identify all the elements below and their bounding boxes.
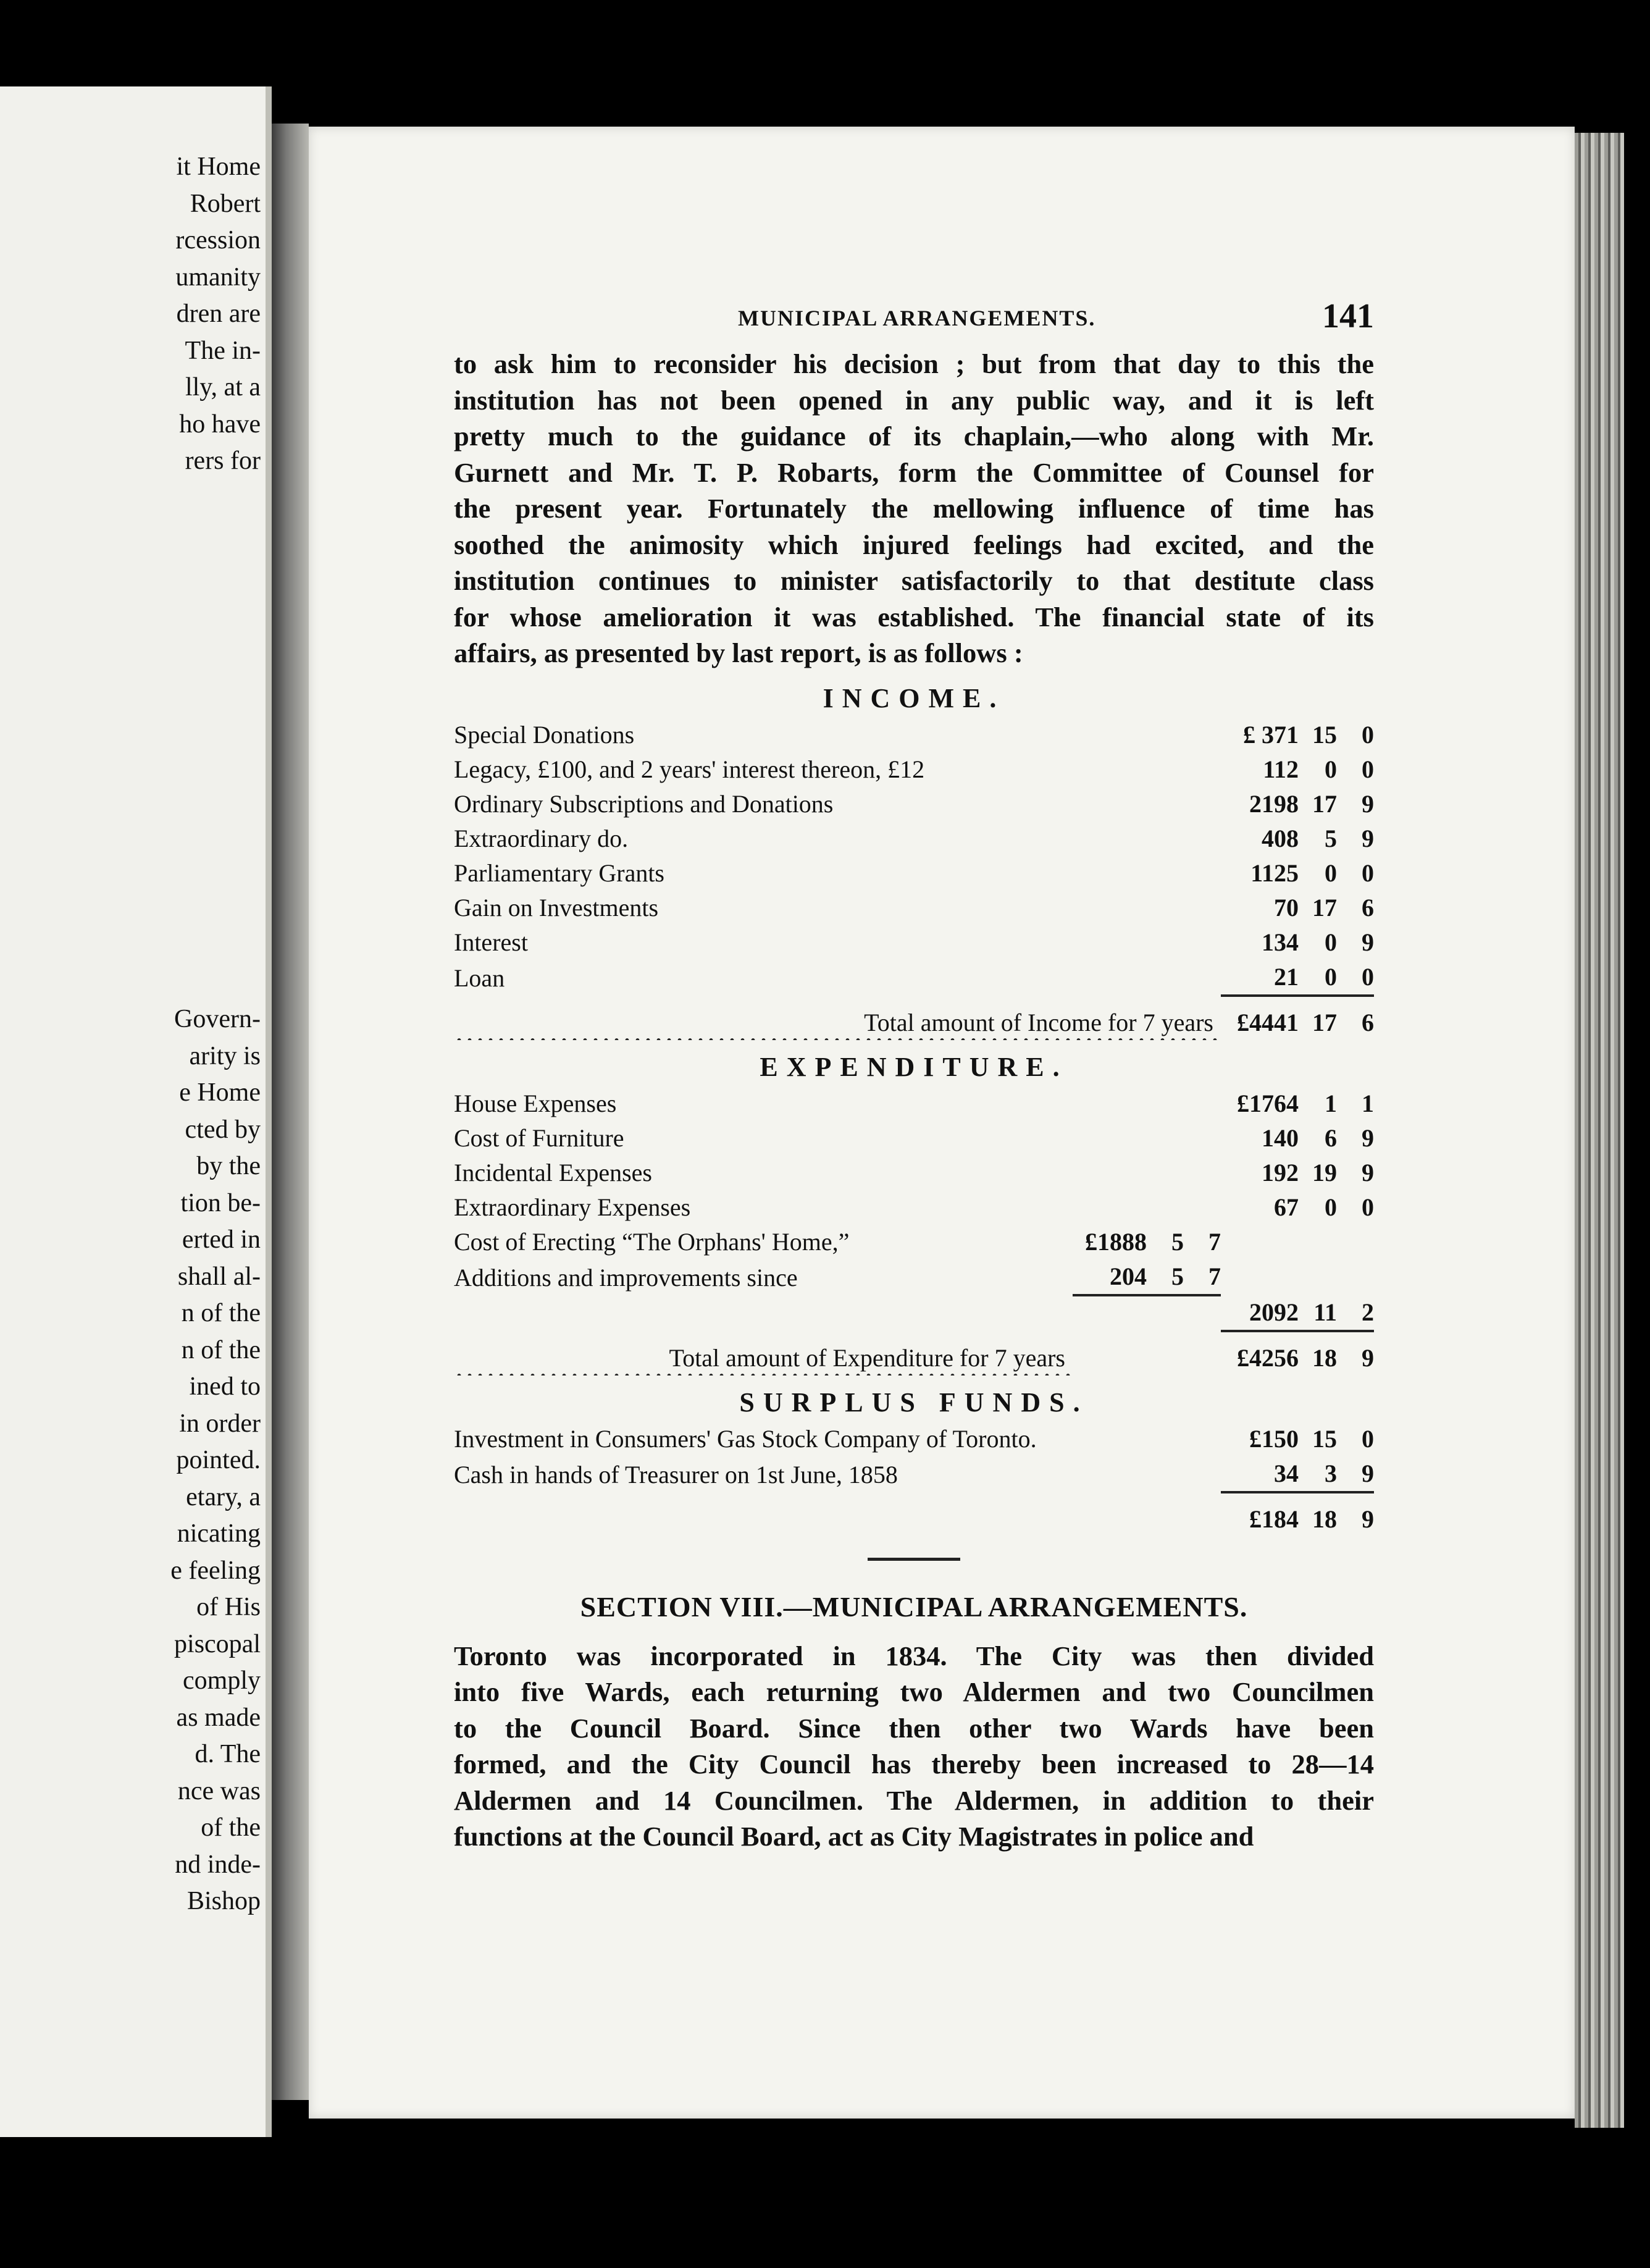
row-label-cell: [454, 718, 1221, 752]
row-label-cell: [454, 1331, 1073, 1376]
empty-cell: [1299, 1225, 1337, 1259]
empty-cell: [454, 1295, 1073, 1331]
amount-pence: 0: [1362, 962, 1374, 991]
row-label-cell: [454, 1121, 1073, 1156]
amount-pence: 0: [1362, 859, 1374, 887]
amount-shillings: 0: [1325, 962, 1337, 991]
amount-pence: 2: [1362, 1298, 1374, 1326]
empty-cell: [1073, 1156, 1147, 1190]
text-line: to ask him to reconsider his decision ; but from that day to this the: [454, 348, 1374, 379]
row-label: Cost of Furniture: [454, 1124, 628, 1152]
facing-page-line: Robert: [190, 189, 261, 218]
row-label: Additions and improvements since: [454, 1264, 802, 1292]
text-line: into five Wards, each returning two Aldermen and two Councilmen: [454, 1676, 1374, 1707]
text-line: institution continues to minister satisfactorily to that destitute class: [454, 565, 1374, 596]
text-line: functions at the Council Board, act as City Magistrates in police and: [454, 1821, 1254, 1852]
amount-shillings: 17: [1299, 996, 1337, 1040]
text-line: the present year. Fortunately the mellowing influence of time has: [454, 493, 1374, 524]
row-label: Total amount of Expenditure for 7 years: [669, 1343, 1065, 1372]
row-label: Extraordinary do.: [454, 825, 632, 852]
facing-page-line: dren are: [176, 300, 261, 328]
text-line: affairs, as presented by last report, is as follows :: [454, 637, 1023, 668]
section-paragraph: [454, 1638, 1374, 1855]
empty-cell: [1073, 1331, 1147, 1376]
text-line: Gurnett and Mr. T. P. Robarts, form the Committee of Counsel for: [454, 456, 1374, 488]
amount-pounds: 134: [1262, 928, 1299, 956]
amount-pence: 7: [1208, 1262, 1221, 1290]
empty-cell: [1073, 1086, 1147, 1121]
empty-cell: [1184, 1331, 1221, 1376]
amount-pounds: £1764: [1237, 1089, 1299, 1117]
amount-pounds: 140: [1262, 1124, 1299, 1152]
amount-shillings: 5: [1171, 1227, 1184, 1256]
income-row: [454, 891, 1374, 925]
row-label: Cash in hands of Treasurer on 1st June, 1858: [454, 1461, 902, 1489]
amount-pounds: 204: [1110, 1262, 1147, 1290]
expenditure-heading: EXPENDITURE.: [760, 1051, 1068, 1082]
amount-pounds: £4256: [1221, 1331, 1299, 1376]
income-row: [454, 752, 1374, 787]
amount-shillings: 11: [1313, 1298, 1337, 1326]
amount-pence: 9: [1362, 789, 1374, 818]
row-label: Ordinary Subscriptions and Donations: [454, 790, 837, 818]
text-line: formed, and the City Council has thereby been increased to 28—14: [454, 1749, 1374, 1779]
row-label: Special Donations: [454, 721, 638, 749]
facing-page-line: comply: [183, 1666, 261, 1695]
amount-shillings: 19: [1312, 1158, 1337, 1186]
amount-pence: 0: [1362, 755, 1374, 783]
amount-pounds: £ 371: [1243, 720, 1299, 749]
amount-shillings: 15: [1312, 1424, 1337, 1453]
section-title: SECTION VIII.—MUNICIPAL ARRANGEMENTS.: [580, 1590, 1248, 1623]
expenditure-table: [454, 1086, 1374, 1376]
amount-shillings: 0: [1325, 755, 1337, 783]
text-line: soothed the animosity which injured feelings had excited, and the: [454, 529, 1374, 560]
amount-pence: 1: [1362, 1089, 1374, 1117]
row-label-cell: [454, 925, 1221, 960]
sub-rule-cell: [1073, 1295, 1147, 1331]
surplus-table: [454, 1422, 1374, 1537]
amount-pounds: 70: [1274, 893, 1299, 922]
text-line: Toronto was incorporated in 1834. The City was then divided: [454, 1640, 1374, 1671]
income-total-row: [454, 996, 1374, 1040]
page-number: 141: [1322, 297, 1374, 335]
amount-pounds: £4441: [1221, 996, 1299, 1040]
intro-paragraph: [454, 346, 1374, 671]
amount-pence: 0: [1362, 720, 1374, 749]
row-label: Gain on Investments: [454, 894, 662, 922]
facing-page-line: ho have: [179, 410, 261, 439]
amount-pence: 9: [1362, 1124, 1374, 1152]
row-label-cell: [454, 960, 1221, 996]
row-label-cell: [454, 996, 1221, 1040]
section-divider: [868, 1558, 960, 1561]
facing-page-line: by the: [196, 1152, 261, 1180]
facing-page-line: of His: [196, 1593, 261, 1621]
row-label: House Expenses: [454, 1090, 620, 1117]
facing-page-line: e Home: [179, 1078, 261, 1107]
amount-shillings: 17: [1312, 789, 1337, 818]
facing-page-line: tion be-: [180, 1188, 261, 1217]
empty-cell: [1299, 1259, 1337, 1295]
row-label: Investment in Consumers' Gas Stock Company of Toronto.: [454, 1425, 1041, 1453]
row-label-cell: [454, 1456, 1221, 1492]
empty-cell: [454, 1492, 1221, 1537]
facing-page: [0, 86, 272, 2137]
amount-pounds: 34: [1274, 1459, 1299, 1487]
facing-page-line: arity is: [189, 1041, 261, 1070]
empty-cell: [1073, 1121, 1147, 1156]
facing-page-line: n of the: [181, 1335, 261, 1364]
facing-page-line: e feeling: [170, 1556, 261, 1585]
empty-cell: [1221, 1225, 1299, 1259]
text-line: to the Council Board. Since then other two Wards have been: [454, 1712, 1374, 1744]
text-line: Aldermen and 14 Councilmen. The Aldermen, in addition to their: [454, 1784, 1374, 1816]
amount-pounds: 21: [1274, 962, 1299, 991]
facing-page-line: The in-: [185, 336, 261, 365]
running-title: MUNICIPAL ARRANGEMENTS.: [738, 306, 1096, 330]
empty-cell: [1147, 1190, 1184, 1225]
row-label: Parliamentary Grants: [454, 859, 668, 887]
surplus-row: [454, 1422, 1374, 1456]
row-label: Extraordinary Expenses: [454, 1193, 694, 1221]
income-row: [454, 925, 1374, 960]
text-line: institution has not been opened in any public way, and it is left: [454, 384, 1374, 416]
row-label-cell: [454, 1422, 1221, 1456]
amount-shillings: 0: [1325, 859, 1337, 887]
amount-pence: 0: [1362, 1193, 1374, 1221]
amount-pence: 0: [1362, 1424, 1374, 1453]
amount-pounds: £184: [1221, 1492, 1299, 1537]
amount-pounds: 112: [1263, 755, 1299, 783]
empty-cell: [1147, 1156, 1184, 1190]
facing-page-line: Bishop: [186, 1887, 261, 1915]
amount-pence: 7: [1208, 1227, 1221, 1256]
row-label-cell: [454, 856, 1221, 891]
book-gutter: [272, 124, 309, 2100]
amount-pounds: 1125: [1250, 859, 1299, 887]
row-label: Legacy, £100, and 2 years' interest thereon, £12: [454, 755, 928, 783]
row-label: Total amount of Income for 7 years: [864, 1008, 1213, 1036]
amount-pence: 9: [1362, 1158, 1374, 1186]
facing-page-line: in order: [179, 1409, 261, 1438]
expenditure-sub-row: [454, 1225, 1374, 1259]
income-table: [454, 718, 1374, 1040]
sub-rule-cell: [1184, 1295, 1221, 1331]
amount-shillings: 3: [1325, 1459, 1337, 1487]
amount-shillings: 1: [1325, 1089, 1337, 1117]
row-label: Incidental Expenses: [454, 1159, 656, 1186]
facing-page-line: cted by: [185, 1115, 261, 1144]
facing-page-line: rcession: [175, 226, 261, 254]
amount-shillings: 18: [1299, 1331, 1337, 1376]
empty-cell: [1147, 1086, 1184, 1121]
page-content: [454, 296, 1374, 1855]
facing-page-line: nicating: [177, 1519, 261, 1548]
row-label: Cost of Erecting “The Orphans' Home,”: [454, 1228, 853, 1256]
amount-shillings: 6: [1325, 1124, 1337, 1152]
empty-cell: [1184, 1121, 1221, 1156]
row-label: Loan: [454, 964, 508, 992]
income-row: [454, 821, 1374, 856]
surplus-heading: SURPLUS FUNDS.: [739, 1387, 1089, 1418]
amount-pounds: 408: [1262, 824, 1299, 852]
surplus-row: [454, 1456, 1374, 1492]
row-label-cell: [454, 1190, 1073, 1225]
amount-shillings: 15: [1312, 720, 1337, 749]
empty-cell: [1184, 1156, 1221, 1190]
empty-cell: [1184, 1086, 1221, 1121]
facing-page-line: lly, at a: [185, 373, 261, 401]
row-label-cell: [454, 1259, 1073, 1295]
empty-cell: [1337, 1225, 1374, 1259]
amount-pounds: 67: [1274, 1193, 1299, 1221]
row-label-cell: [454, 787, 1221, 821]
empty-cell: [1221, 1259, 1299, 1295]
income-row: [454, 960, 1374, 996]
empty-cell: [1184, 1190, 1221, 1225]
expenditure-total-row: [454, 1331, 1374, 1376]
row-label: Interest: [454, 928, 532, 956]
expenditure-row: [454, 1121, 1374, 1156]
amount-pounds: £150: [1249, 1424, 1299, 1453]
facing-page-line: of the: [201, 1813, 261, 1842]
empty-cell: [1147, 1331, 1184, 1376]
row-label-cell: [454, 1225, 1073, 1259]
amount-shillings: 5: [1171, 1262, 1184, 1290]
facing-page-line: Govern-: [174, 1005, 261, 1033]
expenditure-row: [454, 1156, 1374, 1190]
facing-page-line: piscopal: [174, 1629, 261, 1658]
facing-page-line: d. The: [195, 1740, 261, 1768]
facing-page-line: as made: [176, 1703, 261, 1732]
income-row: [454, 856, 1374, 891]
facing-page-line: nce was: [177, 1776, 261, 1805]
income-heading: INCOME.: [823, 682, 1005, 713]
amount-shillings: 5: [1325, 824, 1337, 852]
amount-shillings: 0: [1325, 1193, 1337, 1221]
facing-page-line: nd inde-: [175, 1850, 261, 1879]
amount-shillings: 18: [1299, 1492, 1337, 1537]
row-label-cell: [454, 752, 1221, 787]
facing-page-line: erted in: [182, 1225, 261, 1254]
facing-page-line: rers for: [185, 447, 261, 475]
empty-cell: [1147, 1121, 1184, 1156]
facing-page-line: it Home: [176, 153, 261, 181]
text-line: pretty much to the guidance of its chaplain,—who along with Mr.: [454, 421, 1374, 452]
sub-rule-cell: [1147, 1295, 1184, 1331]
facing-page-line: umanity: [175, 262, 261, 292]
amount-pence: 6: [1362, 893, 1374, 922]
income-row: [454, 787, 1374, 821]
text-line: for whose amelioration it was established. The financial state of its: [454, 601, 1374, 632]
amount-pence: 6: [1337, 996, 1374, 1040]
expenditure-sub-row: [454, 1259, 1374, 1295]
expenditure-row: [454, 1086, 1374, 1121]
facing-page-line: n of the: [181, 1299, 261, 1327]
facing-page-line: pointed.: [176, 1446, 261, 1474]
amount-pence: 9: [1362, 1459, 1374, 1487]
facing-page-line: shall al-: [177, 1262, 261, 1291]
facing-page-line: etary, a: [186, 1482, 261, 1511]
empty-cell: [1337, 1259, 1374, 1295]
expenditure-row: [454, 1190, 1374, 1225]
row-label-cell: [454, 1156, 1073, 1190]
running-head: [454, 296, 1374, 346]
amount-pence: 9: [1337, 1492, 1374, 1537]
amount-shillings: 0: [1325, 928, 1337, 956]
income-row: [454, 718, 1374, 752]
facing-page-line: ined to: [189, 1372, 261, 1401]
amount-pounds: 2092: [1249, 1298, 1299, 1326]
amount-pounds: £1888: [1085, 1227, 1147, 1256]
empty-cell: [1073, 1190, 1147, 1225]
amount-pence: 9: [1362, 928, 1374, 956]
amount-pence: 9: [1362, 824, 1374, 852]
amount-shillings: 17: [1312, 893, 1337, 922]
expenditure-subtotal-row: [454, 1295, 1374, 1331]
row-label-cell: [454, 821, 1221, 856]
amount-pounds: 192: [1262, 1158, 1299, 1186]
amount-pence: 9: [1337, 1331, 1374, 1376]
row-label-cell: [454, 1086, 1073, 1121]
amount-pounds: 2198: [1249, 789, 1299, 818]
surplus-total-row: [454, 1492, 1374, 1537]
page-edges: [1575, 133, 1624, 2128]
row-label-cell: [454, 891, 1221, 925]
